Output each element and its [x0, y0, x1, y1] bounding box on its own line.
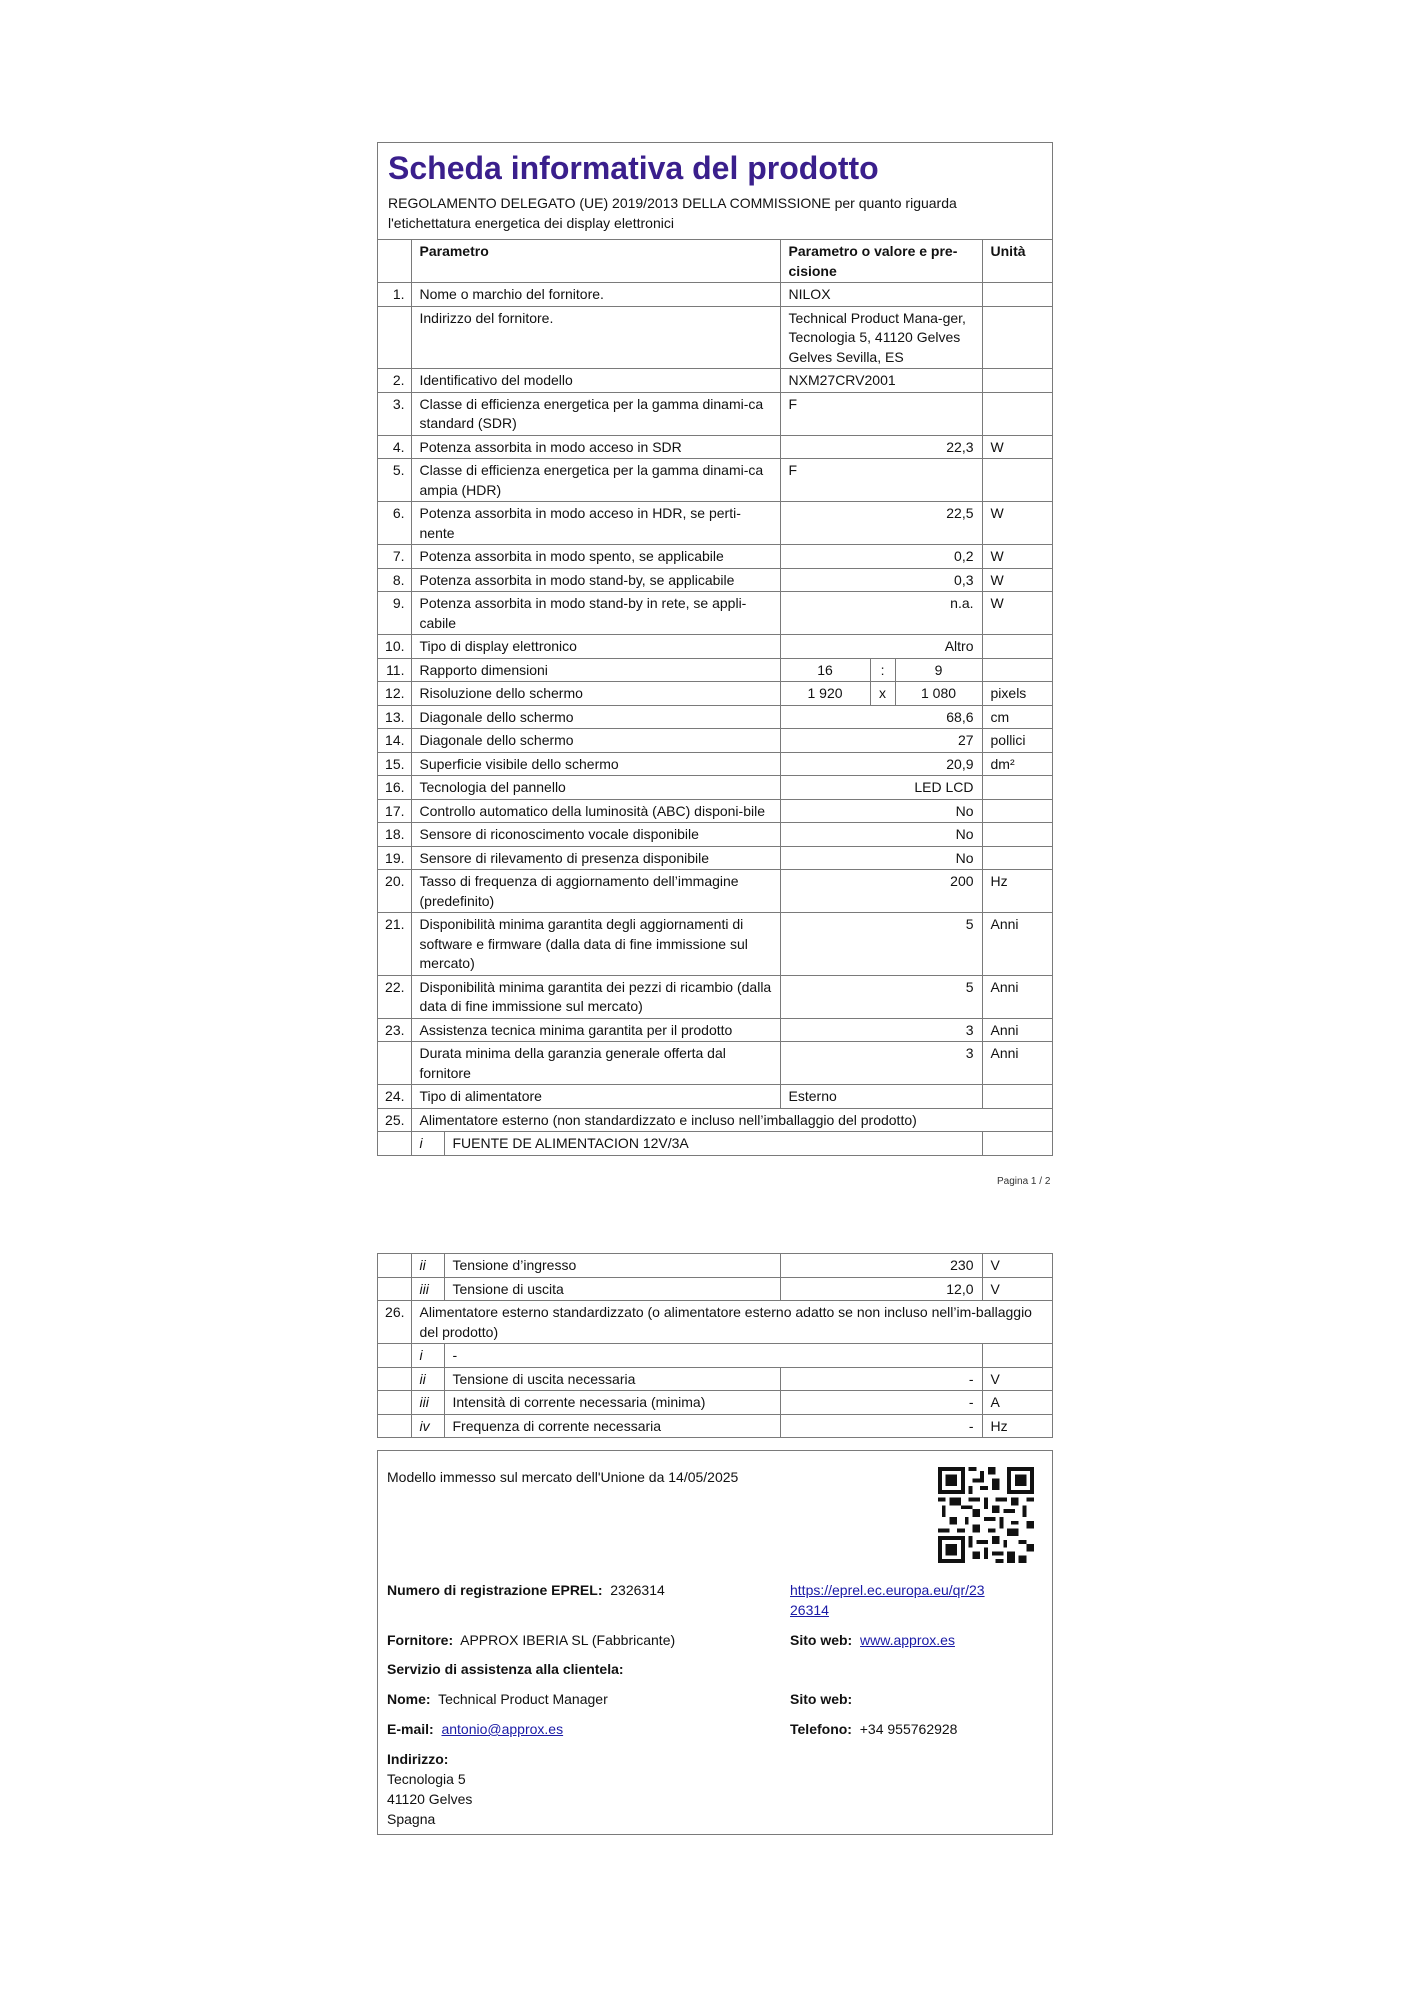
table-row: 20. Tasso di frequenza di aggiornamento dell’immagine (predefinito) 200 Hz — [378, 870, 1052, 913]
table-row: 5. Classe di efficienza energetica per la gamma dinami-ca ampia (HDR) F — [378, 459, 1052, 502]
table-row: 11. Rapporto dimensioni 16 : 9 — [378, 658, 1052, 682]
table-row: i - — [378, 1344, 1052, 1368]
table-row: 8. Potenza assorbita in modo stand-by, se applicabile 0,3 W — [378, 568, 1052, 592]
page-title: Scheda informativa del prodotto — [388, 150, 879, 186]
table-row: 21. Disponibilità minima garantita degli aggiornamenti di software e firmware (dalla data di fine immissione sul mercato) 5 Anni — [378, 913, 1052, 976]
table-row: i FUENTE DE ALIMENTACION 12V/3A — [378, 1132, 1052, 1155]
product-info-sheet-page-1 — [377, 142, 1053, 1156]
sheet-header — [378, 143, 1052, 240]
product-info-sheet-page-2 — [377, 1253, 1053, 1438]
eprel-registration: Numero di registrazione EPREL: 2326314 — [387, 1582, 665, 1598]
supplier-info-card — [377, 1450, 1053, 1835]
customer-service-title: Servizio di assistenza alla clientela: — [387, 1661, 624, 1677]
parameters-table-continued — [378, 1254, 1052, 1437]
eprel-link[interactable]: https://eprel.ec.europa.eu/qr/23 26314 — [790, 1582, 985, 1618]
page-number: Pagina 1 / 2 — [997, 1176, 1051, 1187]
table-row: iii Tensione di uscita 12,0 V — [378, 1277, 1052, 1301]
table-row: 13. Diagonale dello schermo 68,6 cm — [378, 705, 1052, 729]
col-header-unit: Unità — [982, 240, 1052, 283]
table-row: 10. Tipo di display elettronico Altro — [378, 635, 1052, 659]
table-row: 17. Controllo automatico della luminosità (ABC) disponi-bile No — [378, 799, 1052, 823]
table-row: 23. Assistenza tecnica minima garantita per il prodotto 3 Anni — [378, 1018, 1052, 1042]
table-row: 15. Superficie visibile dello schermo 20,9 dm² — [378, 752, 1052, 776]
table-row: 7. Potenza assorbita in modo spento, se applicabile 0,2 W — [378, 545, 1052, 569]
table-row: ii Tensione di uscita necessaria - V — [378, 1367, 1052, 1391]
col-header-parameter: Parametro — [411, 240, 780, 283]
table-row: 14. Diagonale dello schermo 27 pollici — [378, 729, 1052, 753]
table-row: 24. Tipo di alimentatore Esterno — [378, 1085, 1052, 1109]
contact-email: E-mail: antonio@approx.es — [387, 1721, 564, 1737]
eprel-link-block — [790, 1580, 985, 1620]
market-date: Modello immesso sul mercato dell'Unione da 14/05/2025 — [387, 1469, 739, 1485]
table-row: Indirizzo del fornitore. Technical Product Mana-ger, Tecnologia 5, 41120 Gelves Gelves Sevilla, ES — [378, 306, 1052, 369]
table-row: 12. Risoluzione dello schermo 1 920 x 1 080 pixels — [378, 682, 1052, 706]
table-row: 16. Tecnologia del pannello LED LCD — [378, 776, 1052, 800]
table-row: ii Tensione d’ingresso 230 V — [378, 1254, 1052, 1277]
supplier-website: Sito web: www.approx.es — [790, 1632, 955, 1648]
table-row: iv Frequenza di corrente necessaria - Hz — [378, 1414, 1052, 1437]
table-row: 19. Sensore di rilevamento di presenza disponibile No — [378, 846, 1052, 870]
table-row: 25. Alimentatore esterno (non standardizzato e incluso nell’imballaggio del prodotto) — [378, 1108, 1052, 1132]
table-row: 6. Potenza assorbita in modo acceso in HDR, se perti-nente 22,5 W — [378, 502, 1052, 545]
contact-name: Nome: Technical Product Manager — [387, 1691, 608, 1707]
table-row: 22. Disponibilità minima garantita dei pezzi di ricambio (dalla data di fine immissione sul mercato) 5 Anni — [378, 975, 1052, 1018]
table-row: 3. Classe di efficienza energetica per la gamma dinami-ca standard (SDR) F — [378, 392, 1052, 435]
table-row: 9. Potenza assorbita in modo stand-by in rete, se appli-cabile n.a. W — [378, 592, 1052, 635]
website-link[interactable]: www.approx.es — [860, 1632, 955, 1648]
supplier: Fornitore: APPROX IBERIA SL (Fabbricante) — [387, 1632, 676, 1648]
contact-address: Indirizzo: Tecnologia 5 41120 Gelves Spagna — [387, 1751, 473, 1827]
table-row: 4. Potenza assorbita in modo acceso in SDR 22,3 W — [378, 435, 1052, 459]
table-row: Durata minima della garanzia generale offerta dal fornitore 3 Anni — [378, 1042, 1052, 1085]
col-header-value: Parametro o valore e pre-cisione — [780, 240, 982, 283]
contact-phone: Telefono: +34 955762928 — [790, 1721, 958, 1737]
table-row: 26. Alimentatore esterno standardizzato (o alimentatore esterno adatto se non incluso nell’im-ballaggio del prodotto) — [378, 1301, 1052, 1344]
parameters-table — [378, 240, 1052, 1155]
service-website-label: Sito web: — [790, 1691, 853, 1707]
table-row: iii Intensità di corrente necessaria (minima) - A — [378, 1391, 1052, 1415]
regulation-subtitle: REGOLAMENTO DELEGATO (UE) 2019/2013 DELLA COMMISSIONE per quanto riguarda l'etichettatura energetica dei display elettronici — [388, 195, 957, 231]
table-row: 18. Sensore di riconoscimento vocale disponibile No — [378, 823, 1052, 847]
table-row: 1. Nome o marchio del fornitore. NILOX — [378, 283, 1052, 307]
qr-code-icon[interactable] — [938, 1467, 1034, 1563]
email-link[interactable]: antonio@approx.es — [441, 1721, 564, 1737]
table-header-row — [378, 240, 1052, 283]
table-row: 2. Identificativo del modello NXM27CRV2001 — [378, 369, 1052, 393]
